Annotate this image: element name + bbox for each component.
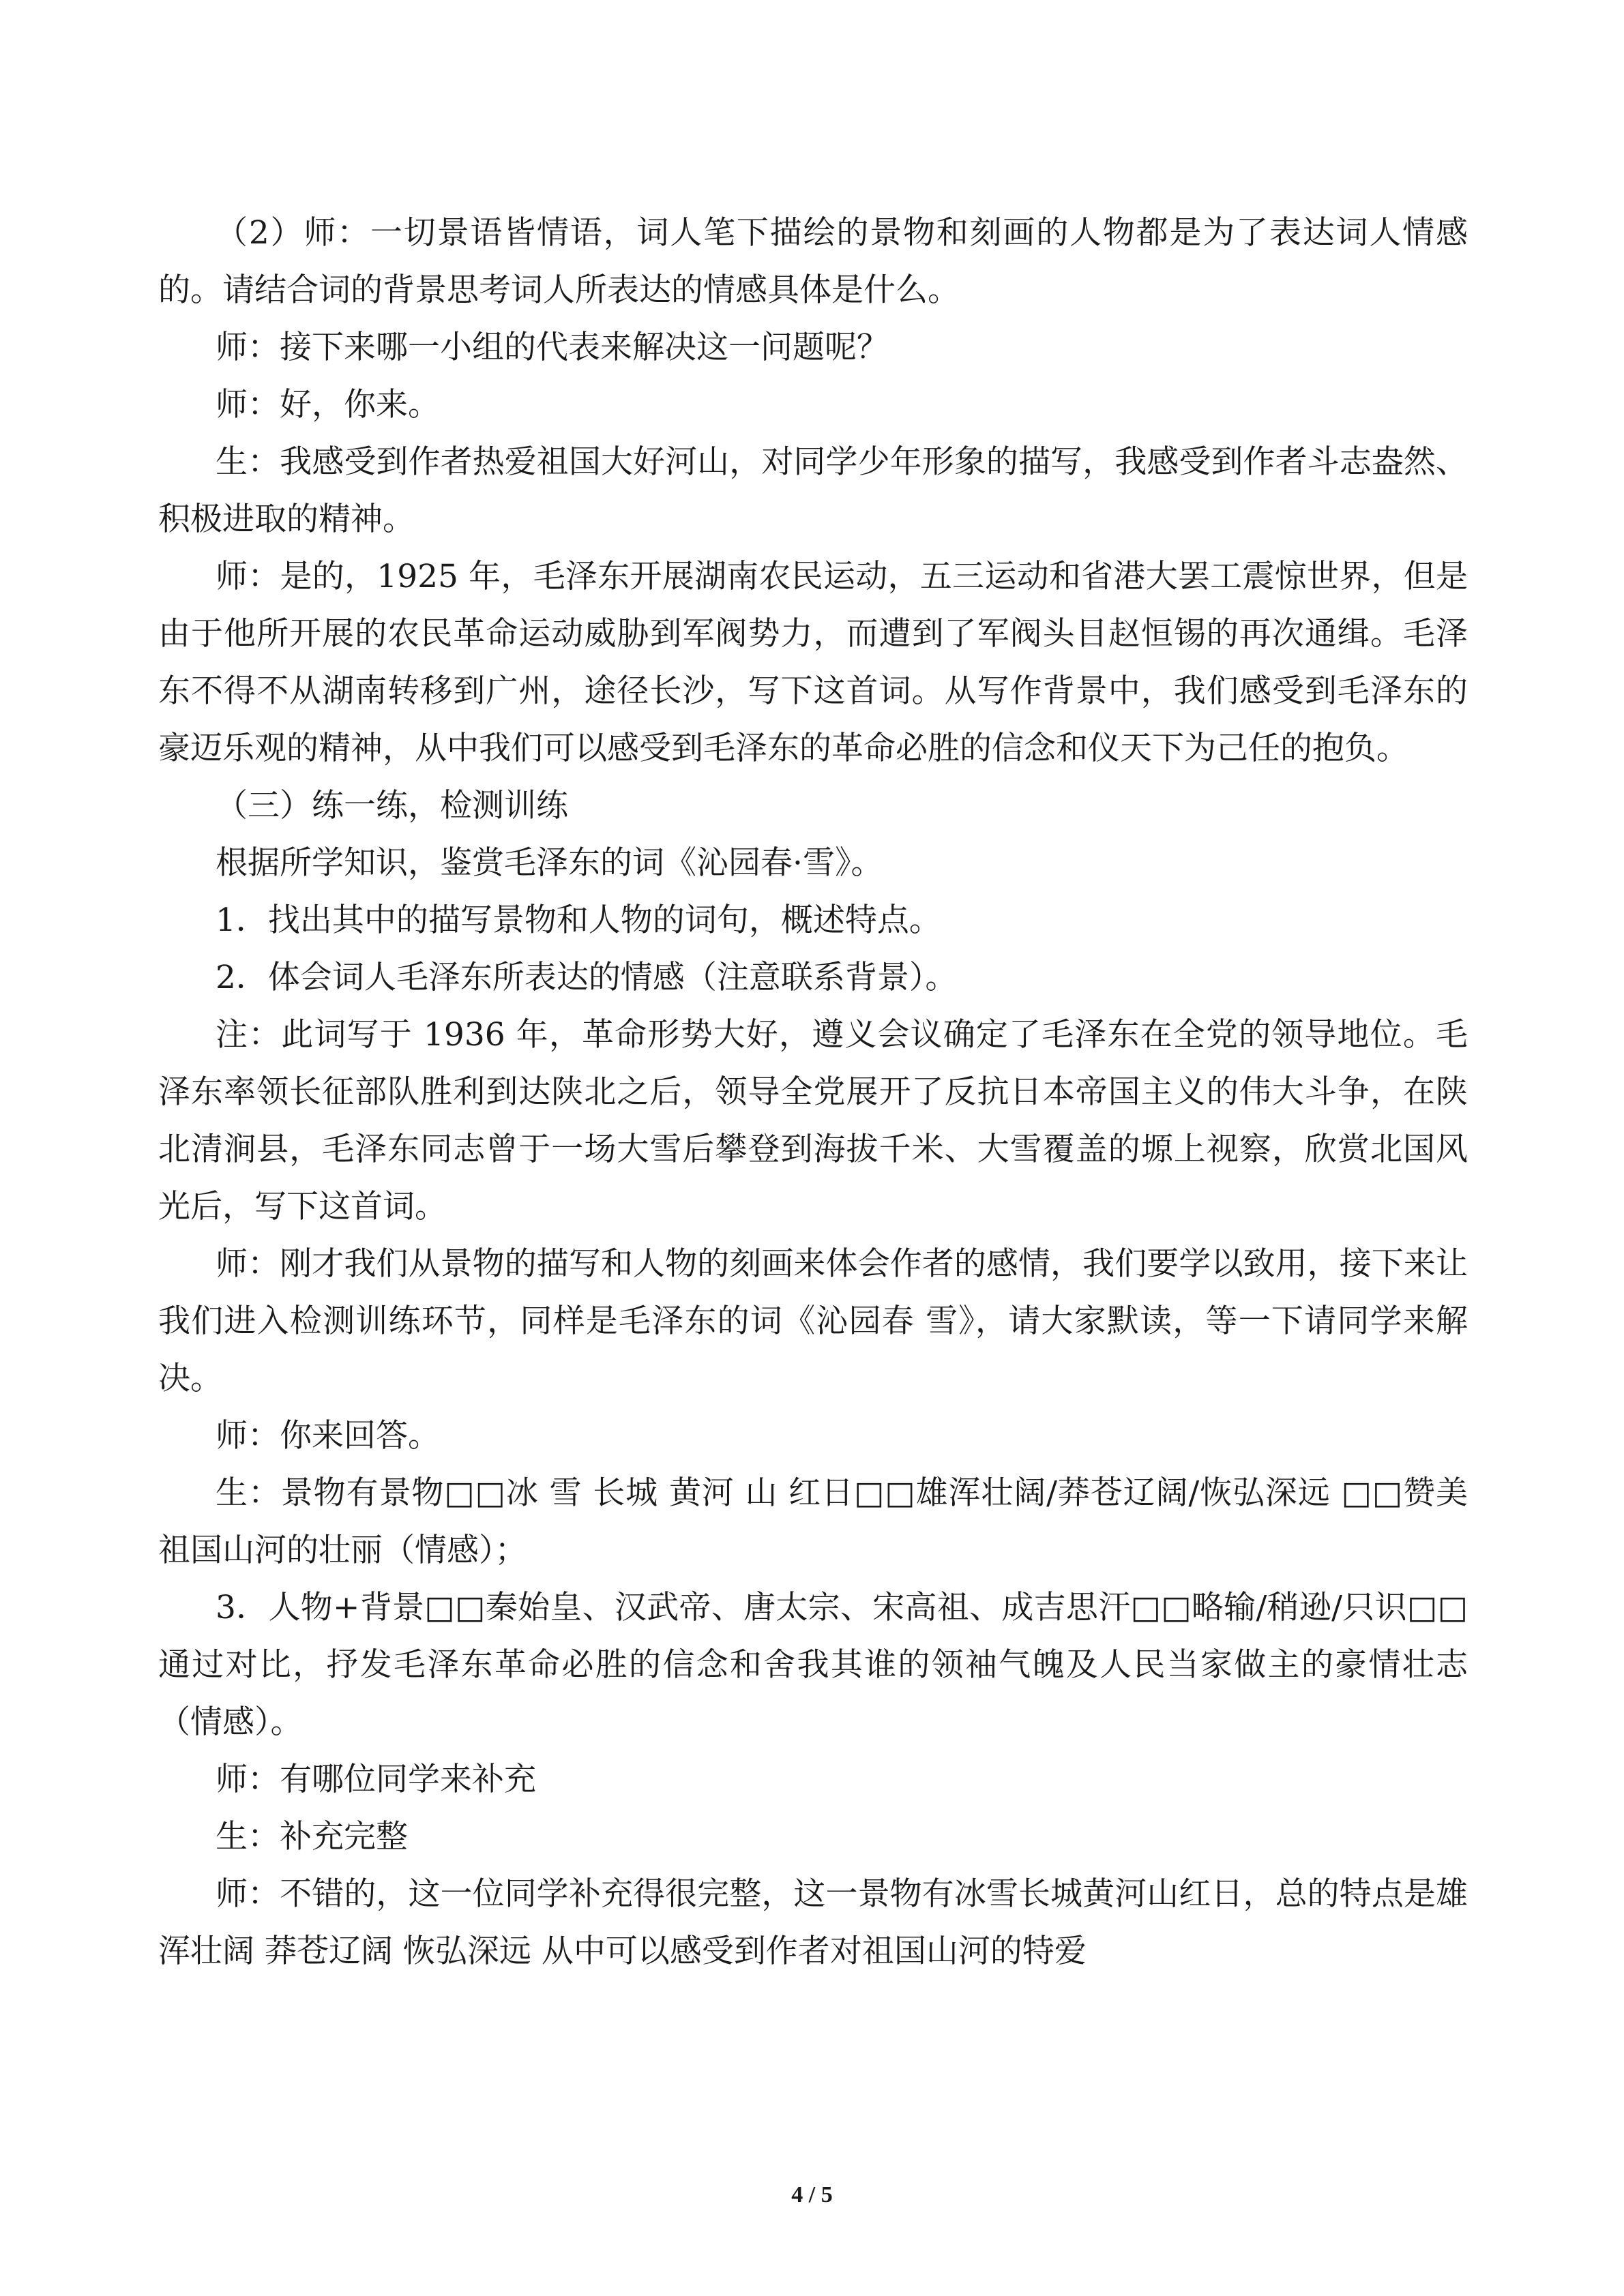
paragraph-teacher-supplement: 师：有哪位同学来补充 (216, 1761, 536, 1798)
page-number: 4 / 5 (791, 2182, 833, 2207)
paragraph-teacher-prompt: 师：接下来哪一小组的代表来解决这一问题呢？ (216, 329, 889, 366)
paragraph-teacher-call-2: 师：你来回答。 (216, 1417, 440, 1455)
paragraph-teacher-question-2: （2）师：一切景语皆情语，词人笔下描绘的景物和刻画的人物都是为了表达词人情感的。请结合词的背景思考词人所表达的情感具体是什么。 (158, 214, 1468, 309)
paragraph-teacher-transition: 师：刚才我们从景物的描写和人物的刻画来体会作者的感情，我们要学以致用，接下来让我们进入检测训练环节，同样是毛泽东的词《沁园春 雪》，请大家默读，等一下请同学来解决。 (158, 1245, 1468, 1397)
paragraph-student-scenery: 生：景物有景物□□冰 雪 长城 黄河 山 红日□□雄浑壮阔/莽苍辽阔/恢弘深远 □□赞美祖国山河的壮丽（情感）； (158, 1474, 1468, 1569)
paragraph-student-supplement: 生：补充完整 (216, 1818, 408, 1855)
paragraph-note-1936: 注：此词写于 1936 年，革命形势大好，遵义会议确定了毛泽东在全党的领导地位。毛泽东率领长征部队胜利到达陕北之后，领导全党展开了反抗日本帝国主义的伟大斗争，在陕北清涧县，毛泽东同志曾于一场大雪后攀登到海拔千米、大雪覆盖的塬上视察，欣赏北国风光后，写下这首词。 (158, 1016, 1468, 1225)
paragraph-teacher-summary: 师：不错的，这一位同学补充得很完整，这一景物有冰雪长城黄河山红日，总的特点是雄浑壮阔 莽苍辽阔 恢弘深远 从中可以感受到作者对祖国山河的特爱 (158, 1875, 1468, 1970)
practice-item-3: 3．人物+背景□□秦始皇、汉武帝、唐太宗、宋高祖、成吉思汗□□略输/稍逊/只识□□通过对比，抒发毛泽东革命必胜的信念和舍我其谁的领袖气魄及人民当家做主的豪情壮志（情感）。 (158, 1589, 1468, 1741)
paragraph-teacher-call: 师：好，你来。 (216, 386, 440, 423)
paragraph-practice-instruction: 根据所学知识，鉴赏毛泽东的词《沁园春·雪》。 (216, 844, 883, 882)
practice-item-1: 1．找出其中的描写景物和人物的词句，概述特点。 (216, 901, 941, 939)
section-heading-practice: （三）练一练，检测训练 (216, 787, 568, 824)
paragraph-teacher-background-1925: 师：是的，1925 年，毛泽东开展湖南农民运动，五三运动和省港大罢工震惊世界，但是由于他所开展的农民革命运动威胁到军阀势力，而遭到了军阀头目赵恒锡的再次通缉。毛泽东不得不从湖南转移到广州，途径长沙，写下这首词。从写作背景中，我们感受到毛泽东的豪迈乐观的精神，从中我们可以感受到毛泽东的革命必胜的信念和仪天下为己任的抱负。 (158, 558, 1468, 767)
practice-item-2: 2．体会词人毛泽东所表达的情感（注意联系背景）。 (216, 959, 958, 996)
paragraph-student-answer-1: 生：我感受到作者热爱祖国大好河山，对同学少年形象的描写，我感受到作者斗志盎然、积极进取的精神。 (158, 443, 1468, 538)
document-body (158, 205, 1468, 1980)
